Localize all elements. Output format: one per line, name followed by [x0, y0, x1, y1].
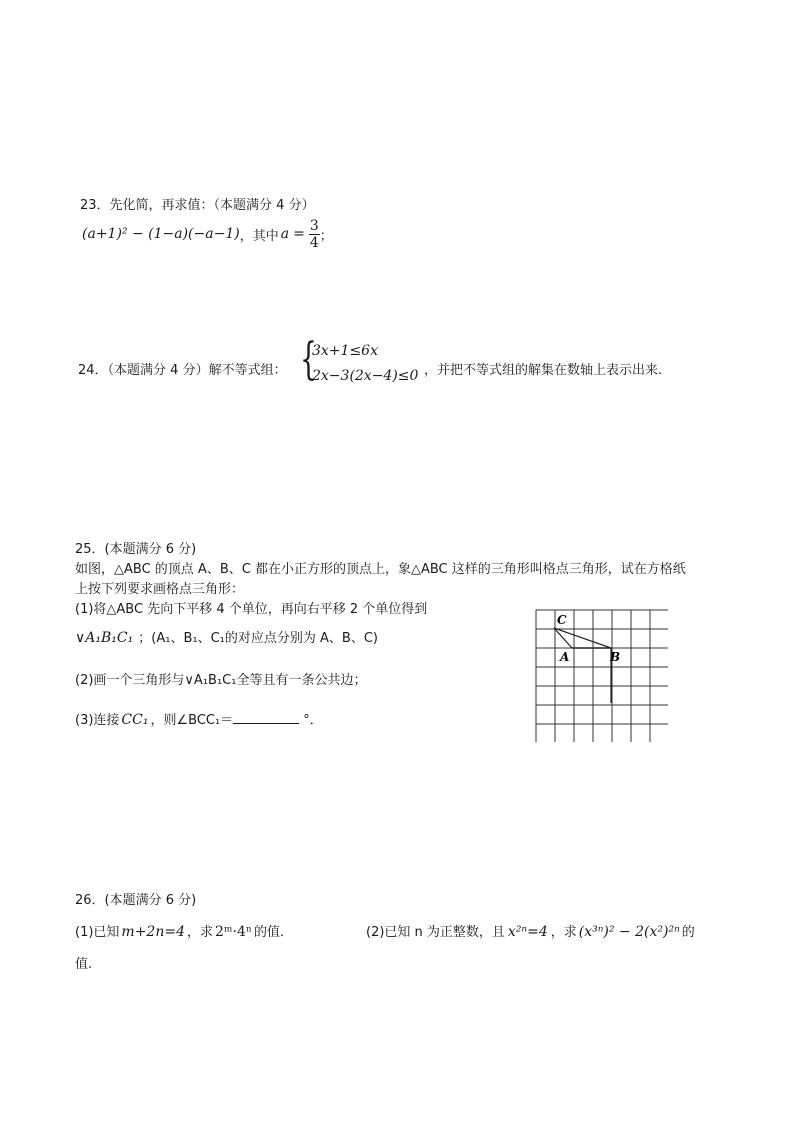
q26-part2-continuation: 值. — [75, 957, 93, 972]
q25-header: 25．(本题满分 6 分) — [75, 542, 197, 557]
q24-brace: { — [300, 334, 317, 385]
q26-part2-mid: ，求 — [550, 925, 577, 940]
q25-degree-tail: °． — [303, 713, 323, 728]
q26-part2 — [366, 921, 695, 940]
grid-label-b: B — [610, 650, 621, 664]
q25-angle-text: ，则∠BCC₁＝ — [150, 713, 234, 728]
q26-part2-condition: x²ⁿ=4 — [507, 924, 548, 940]
q23-header: 23．先化简，再求值：（本题满分 4 分） — [80, 198, 315, 213]
q25-part3 — [75, 709, 323, 728]
q25-intro-line1: 如图，△ABC 的顶点 A、B、C 都在小正方形的顶点上，象△ABC 这样的三角形叫格点三角形，试在方格纸 — [75, 562, 686, 577]
q26-header: 26．(本题满分 6 分) — [75, 893, 197, 908]
q23-tail: ； — [319, 228, 333, 244]
grid-label-a: A — [560, 650, 570, 664]
grid-label-c: C — [557, 613, 567, 627]
q25-part1-correspondence: ；(A₁、B₁、C₁的对应点分别为 A、B、C) — [138, 631, 378, 646]
q23-eq: = — [293, 226, 305, 242]
q26-part2-label: (2)已知 n 为正整数，且 — [366, 925, 505, 940]
q23-where: ，其中 — [239, 228, 279, 244]
q23-expr-left: (a+1)² − (1−a)(−a−1) — [82, 226, 240, 242]
q26-part2-tail: 的 — [681, 925, 695, 940]
q25-part3-label: (3)连接 — [75, 713, 120, 728]
q24-header: 24．（本题满分 4 分）解不等式组： — [78, 363, 287, 378]
q25-grid-figure — [534, 608, 668, 742]
q23-expression — [82, 214, 333, 254]
q26-part1 — [75, 921, 293, 940]
q26-part1-label: (1)已知 — [75, 925, 120, 940]
q26-part1-expression: 2ᵐ·4ⁿ — [215, 924, 252, 940]
q24-line1: 3x+1≤6x — [312, 343, 378, 359]
q25-triangle-a1b1c1: ∨A₁B₁C₁ — [75, 630, 134, 646]
q26-part1-tail: 的值． — [253, 925, 293, 940]
q25-part1-line1: (1)将△ABC 先向下平移 4 个单位，再向右平移 2 个单位得到 — [75, 602, 428, 617]
q25-part2: (2)画一个三角形与∨A₁B₁C₁全等且有一条公共边； — [75, 673, 367, 688]
q23-fraction — [309, 219, 320, 250]
q23-var: a — [280, 226, 290, 242]
q23-frac-den: 4 — [309, 234, 319, 251]
q24-line2: 2x−3(2x−4)≤0 — [312, 368, 419, 384]
q25-intro-line2: 上按下列要求画格点三角形： — [75, 582, 245, 597]
q23-frac-num: 3 — [309, 217, 319, 234]
q24-tail: ，并把不等式组的解集在数轴上表示出来. — [424, 363, 663, 378]
q26-part1-mid: ，求 — [187, 925, 214, 940]
q25-segment-cc1: CC₁ — [121, 712, 149, 728]
q25-part1-line2 — [75, 627, 378, 646]
q26-part2-expression: (x³ⁿ)² − 2(x²)²ⁿ — [578, 924, 680, 940]
q25-answer-blank[interactable] — [233, 711, 299, 724]
q26-part1-condition: m+2n=4 — [121, 924, 185, 940]
